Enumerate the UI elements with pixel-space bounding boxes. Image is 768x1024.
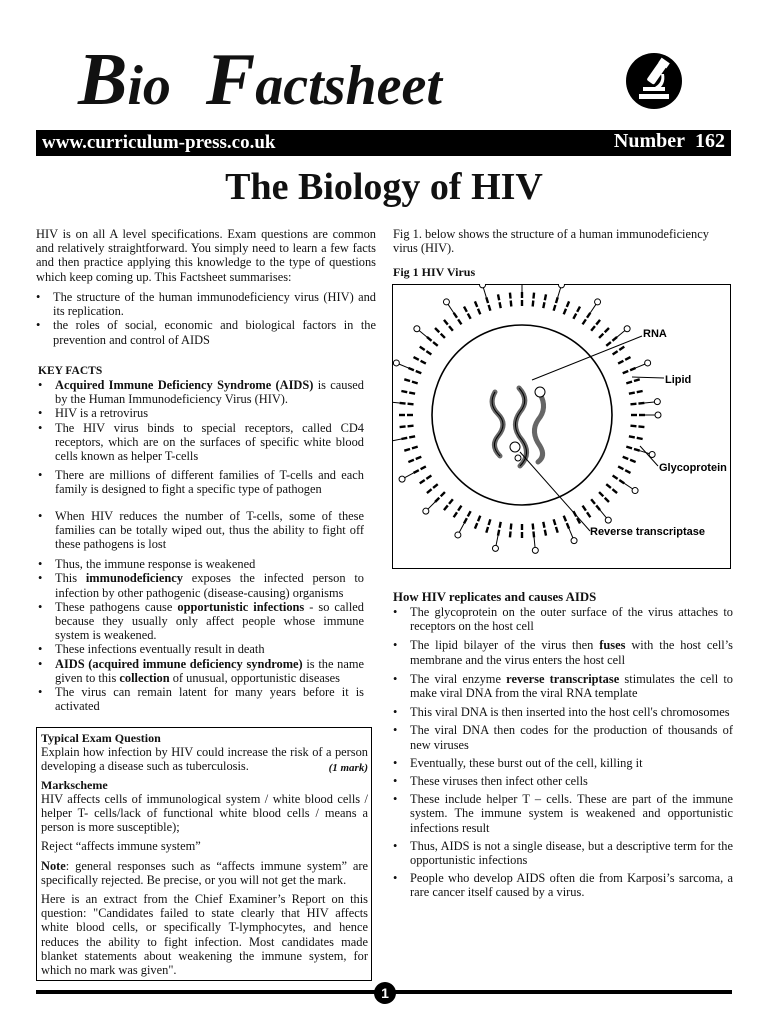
lipid-molecule — [404, 379, 410, 381]
lipid-molecule — [634, 379, 640, 381]
lipid-molecule — [408, 368, 414, 370]
glycoprotein-stalk — [590, 304, 596, 312]
lipid-molecule — [401, 391, 407, 392]
text: The viral enzyme — [410, 671, 507, 686]
glycoprotein-stalk — [569, 529, 573, 538]
text: Thus, the immune response is weakened — [55, 557, 256, 572]
lipid-molecule — [468, 314, 471, 319]
lipid-molecule — [444, 320, 448, 325]
lipid-molecule — [511, 523, 512, 529]
lipid-molecule — [441, 334, 445, 338]
glycoprotein-knob — [595, 299, 601, 305]
lipid-molecule — [605, 328, 609, 332]
lipid-molecule — [623, 457, 629, 459]
list-item — [393, 792, 733, 835]
text: HIV is a retrovirus — [55, 406, 149, 421]
lipid-molecule — [618, 466, 623, 469]
bullet: • — [393, 671, 398, 686]
lipid-molecule — [619, 347, 624, 350]
text: The lipid bilayer of the virus then — [410, 638, 600, 653]
lipid-molecule — [556, 297, 558, 303]
text: is the name given to this — [55, 656, 364, 685]
lipid-molecule — [449, 499, 453, 504]
lipid-molecule — [626, 447, 632, 449]
bullet: • — [38, 685, 43, 700]
lipid-molecule — [441, 492, 445, 496]
lipid-molecule — [426, 476, 431, 479]
glycoprotein-knob — [455, 532, 461, 538]
lipid-molecule — [613, 476, 618, 479]
bullet: • — [38, 599, 43, 614]
list-item — [38, 642, 364, 656]
lipid-molecule — [599, 492, 603, 496]
lipid-molecule — [464, 518, 467, 523]
glycoprotein-knob — [645, 360, 651, 366]
bullet: • — [393, 638, 398, 653]
list-item-text: the roles of social, economic and biological factors in the prevention and control of AIDS — [53, 318, 376, 347]
glycoprotein-knob — [443, 299, 449, 305]
list-item — [393, 638, 733, 666]
hiv-virus-diagram — [392, 284, 731, 569]
lipid-molecule — [533, 523, 534, 529]
note-label: Note — [41, 858, 66, 873]
lipid-molecule — [426, 351, 431, 354]
glycoprotein-knob — [480, 284, 486, 288]
bullet: • — [38, 406, 43, 421]
list-item — [393, 605, 733, 633]
list-item — [38, 657, 364, 685]
logo-letter: B — [78, 39, 128, 121]
bullet: • — [393, 774, 398, 789]
lipid-molecule — [634, 449, 640, 451]
lipid-molecule — [433, 484, 438, 488]
lipid-molecule — [400, 426, 406, 427]
lipid-molecule — [408, 404, 414, 405]
lipid-molecule — [554, 519, 556, 525]
bullet: • — [36, 318, 41, 333]
page-title: The Biology of HIV — [225, 166, 543, 208]
lipid-molecule — [618, 361, 623, 364]
lipid-molecule — [409, 436, 415, 437]
list-item — [393, 871, 733, 899]
text: These infections eventually result in death — [55, 642, 265, 657]
lipid-molecule — [420, 347, 425, 350]
label-line-lipid — [632, 377, 664, 378]
bullet: • — [38, 378, 43, 392]
lipid-molecule — [577, 307, 580, 312]
glycoprotein-stalk — [636, 364, 645, 368]
logo-letter: F — [205, 39, 256, 121]
reject-text: Reject “affects immune system” — [41, 839, 201, 854]
lipid-molecule — [564, 516, 566, 522]
list-item — [38, 468, 364, 496]
label-line-rt — [520, 452, 590, 531]
glycoprotein-stalk — [624, 483, 632, 489]
lipid-molecule — [533, 301, 534, 307]
intro-paragraph: HIV is on all A level specifications. Exam questions are common and relatively straightforward. You simply need to learn a few facts and then practice applying this knowledge to the type of questions which keep coming up. This Factsheet summarises: — [36, 227, 376, 284]
lipid-molecule — [606, 484, 611, 488]
glycoprotein-stalk — [558, 288, 561, 298]
glycoprotein-stalk — [644, 402, 654, 403]
figure-intro: Fig 1. below shows the structure of a human immunodeficiency virus (HIV). — [393, 227, 709, 256]
list-item — [393, 774, 733, 788]
lipid-molecule — [454, 313, 457, 318]
logo-text: actsheet — [255, 55, 442, 117]
glycoprotein-knob — [532, 547, 538, 553]
key-facts — [38, 364, 364, 713]
lipid-molecule — [583, 506, 586, 511]
glycoprotein-knob — [654, 399, 660, 405]
bullet: • — [393, 838, 398, 853]
text: The viral DNA then codes for the production of thousands of new viruses — [410, 723, 733, 752]
lipid-molecule — [606, 342, 611, 346]
label-rna: RNA — [643, 328, 667, 340]
list-item — [38, 378, 364, 406]
glycoprotein-stalk — [405, 473, 414, 478]
number-value: 162 — [695, 130, 725, 152]
text: There are millions of different families of T-cells and each family is designed to fight a specific type of pathogen — [55, 468, 364, 497]
text: This — [55, 571, 86, 586]
bullet: • — [38, 508, 43, 523]
bold-text: collection — [119, 670, 170, 685]
logo-text: io — [127, 55, 171, 117]
label-reverse-transcriptase: Reverse transcriptase — [590, 526, 705, 538]
lipid-molecule — [421, 466, 426, 469]
bullet: • — [393, 792, 398, 807]
reverse-transcriptase — [515, 455, 521, 461]
lipid-molecule — [629, 393, 635, 394]
note-text — [41, 859, 368, 887]
glycoprotein-knob — [399, 476, 405, 482]
lipid-molecule — [489, 305, 491, 311]
replication-list — [393, 605, 733, 904]
label-line-glycoprotein — [640, 446, 658, 466]
list-item — [393, 672, 733, 700]
glycoprotein-stalk — [428, 502, 435, 509]
lipid-molecule — [637, 391, 643, 392]
lipid-molecule — [511, 301, 512, 307]
text: These viruses then infect other cells — [410, 774, 588, 789]
lipid-molecule — [623, 371, 629, 373]
rna-strand — [492, 392, 503, 456]
lipid-molecule — [591, 499, 595, 504]
glycoprotein-knob — [605, 517, 611, 523]
lipid-molecule — [427, 489, 432, 493]
lipid-molecule — [498, 530, 499, 536]
lipid-molecule — [475, 523, 477, 529]
bullet: • — [393, 871, 398, 886]
bold-text: reverse transcriptase — [506, 671, 620, 686]
text: The virus can remain latent for many years before it is activated — [55, 685, 364, 714]
glycoprotein-knob — [624, 326, 630, 332]
text: These pathogens cause — [55, 599, 178, 614]
lipid-molecule — [408, 460, 414, 462]
text: exposes the infected person to infection by other pathogenic (disease-causing) organisms — [55, 571, 364, 600]
lipid-molecule — [414, 357, 419, 360]
glycoprotein-stalk — [459, 523, 464, 532]
lipid-molecule — [404, 449, 410, 451]
lipid-molecule — [545, 294, 546, 300]
text: with the host cell’s membrane and the virus enters the host cell — [410, 638, 733, 667]
lipid-molecule — [626, 382, 632, 384]
glycoprotein-stalk — [534, 537, 535, 547]
key-facts-heading: KEY FACTS — [38, 365, 103, 377]
list-item — [38, 557, 364, 571]
bold-text: AIDS (acquired immune deficiency syndrome) — [55, 656, 303, 671]
glycoprotein-stalk — [392, 439, 401, 441]
lipid-molecule — [630, 368, 636, 370]
list-item — [393, 839, 733, 867]
lipid-molecule — [500, 522, 501, 528]
text: The glycoprotein on the outer surface of the virus attaches to receptors on the host cell — [410, 605, 733, 634]
reverse-transcriptase — [510, 442, 520, 452]
lipid-molecule — [638, 426, 644, 427]
lipid-molecule — [449, 326, 453, 331]
glycoprotein-stalk — [483, 288, 486, 298]
lipid-molecule — [478, 309, 480, 315]
lipid-molecule — [408, 426, 414, 427]
lipid-molecule — [630, 426, 636, 427]
replication-heading: How HIV replicates and causes AIDS — [393, 590, 597, 604]
text: This viral DNA is then inserted into the host cell's chromosomes — [410, 705, 730, 720]
text: of unusual, opportunistic diseases — [169, 670, 340, 685]
lipid-molecule — [475, 301, 477, 307]
issue-number — [604, 130, 725, 153]
lipid-molecule — [613, 351, 618, 354]
bold-text: fuses — [599, 638, 626, 653]
glycoprotein-knob — [571, 538, 577, 544]
bullet: • — [38, 557, 43, 572]
figure-title: Fig 1 HIV Virus — [393, 265, 476, 279]
list-item — [393, 723, 733, 751]
text: stimulates the cell to make viral DNA from the viral RNA template — [410, 671, 733, 701]
lipid-molecule — [510, 531, 511, 537]
lipid-molecule — [416, 371, 422, 373]
lipid-molecule — [464, 307, 467, 312]
text: People who develop AIDS often die from Karposi’s sarcoma, a rare cancer itself caused by a virus. — [410, 871, 733, 900]
rna-strand — [534, 394, 543, 462]
text: Thus, AIDS is not a single disease, but a descriptive term for the opportunistic infections — [410, 838, 733, 868]
lipid-molecule — [412, 447, 418, 449]
glycoprotein-knob — [414, 326, 420, 332]
list-item — [36, 290, 376, 318]
lipid-molecule — [587, 313, 590, 318]
lipid-molecule — [414, 470, 419, 473]
lipid-molecule — [596, 320, 600, 325]
text: When HIV reduces the number of T-cells, some of these families can be totally wiped out, thus the ability to fight off these pathogens is lost — [55, 508, 364, 552]
lipid-molecule — [444, 505, 448, 510]
lipid-molecule — [427, 337, 432, 341]
lipid-molecule — [420, 480, 425, 483]
lipid-molecule — [435, 328, 439, 332]
lipid-molecule — [409, 393, 415, 394]
lipid-molecule — [500, 302, 501, 308]
lipid-molecule — [533, 531, 534, 537]
text: These include helper T – cells. These are part of the immune system. The immune system is weakened and opportunistic infections result — [410, 792, 733, 835]
bullet: • — [36, 290, 41, 304]
glycoprotein-stalk — [496, 536, 498, 546]
list-item-text: The structure of the human immunodeficiency virus (HIV) and its replication. — [53, 290, 376, 319]
glycoprotein-stalk — [392, 402, 400, 403]
lipid-molecule — [583, 319, 586, 324]
glycoprotein-stalk — [448, 304, 454, 312]
text: : general responses such as “affects immune system” are specifically rejected. Be precise, or you will not get the mark. — [41, 858, 368, 887]
text: - so called because they usually only affect people whose immune system is weakened. — [55, 599, 365, 643]
bullet: • — [393, 605, 398, 619]
page-number: 1 — [374, 982, 396, 1004]
lipid-molecule — [478, 516, 480, 522]
bullet: • — [393, 723, 398, 738]
text: is caused by the Human Immunodeficiency Virus (HIV). — [55, 378, 365, 407]
lipid-molecule — [637, 438, 643, 439]
lipid-molecule — [638, 403, 644, 404]
lipid-molecule — [468, 511, 471, 516]
list-item — [38, 421, 364, 464]
text: The HIV virus binds to special receptors, called CD4 receptors, which are on the surfaces of specific white blood cells known as helper T-cells — [55, 420, 364, 464]
label-glycoprotein: Glycoprotein — [659, 462, 727, 474]
list-item — [38, 406, 364, 420]
list-item — [393, 756, 733, 770]
bullet: • — [38, 468, 43, 483]
glycoprotein-knob — [632, 488, 638, 494]
lipid-molecule — [629, 436, 635, 437]
lipid-molecule — [433, 342, 438, 346]
lipid-molecule — [556, 527, 558, 533]
lipid-molecule — [625, 357, 630, 360]
masthead-logo — [78, 40, 442, 120]
bullet: • — [38, 571, 43, 586]
lipid-molecule — [489, 519, 491, 525]
number-label: Number — [613, 130, 685, 152]
glycoprotein-stalk — [419, 331, 427, 337]
exam-question-text — [41, 745, 368, 773]
bullet: • — [38, 656, 43, 671]
intro-list — [36, 290, 376, 347]
exam-question — [41, 731, 368, 980]
masthead-bar — [36, 130, 731, 156]
text: Explain how infection by HIV could increase the risk of a person developing a disease such as tuberculosis. — [41, 745, 368, 774]
bold-text: Acquired Immune Deficiency Syndrome (AIDS) — [55, 378, 314, 392]
lipid-molecule — [591, 326, 595, 331]
lipid-molecule — [596, 505, 600, 510]
label-lipid: Lipid — [665, 374, 692, 386]
lipid-molecule — [416, 457, 422, 459]
bold-text: opportunistic infections — [177, 599, 305, 614]
bold-text: immunodeficiency — [85, 571, 183, 586]
marks: (1 mark) — [328, 762, 368, 775]
microscope-icon — [625, 52, 683, 110]
lipid-molecule — [567, 523, 569, 529]
lipid-molecule — [486, 297, 488, 303]
lipid-molecule — [619, 480, 624, 483]
lipid-molecule — [400, 403, 406, 404]
glycoprotein-stalk — [399, 364, 408, 368]
examiner-extract: Here is an extract from the Chief Examiner’s Report on this question: "Candidates failed to state clearly that HIV affects white blood cells, or specifically T-lymphocytes, and hence reduces the ability to fight infection. Most candidates made blanket statements about weakening the immune system, for which no mark was given". — [41, 892, 368, 978]
lipid-molecule — [498, 294, 499, 300]
list-item — [393, 705, 733, 719]
text: Eventually, these burst out of the cell, killing it — [410, 755, 643, 770]
lipid-molecule — [545, 530, 546, 536]
lipid-molecule — [630, 404, 636, 405]
lipid-molecule — [564, 309, 566, 315]
lipid-molecule — [599, 334, 603, 338]
lipid-molecule — [412, 382, 418, 384]
lipid-molecule — [458, 506, 461, 511]
glycoprotein-knob — [655, 412, 661, 418]
lipid-molecule — [587, 512, 590, 517]
bullet: • — [393, 755, 398, 770]
lipid-molecule — [421, 361, 426, 364]
glycoprotein-knob — [558, 284, 564, 288]
glycoprotein-knob — [492, 545, 498, 551]
lipid-molecule — [533, 293, 534, 299]
lipid-molecule — [630, 460, 636, 462]
glycoprotein-knob — [423, 508, 429, 514]
list-item — [38, 600, 364, 643]
lipid-molecule — [625, 470, 630, 473]
glycoprotein-knob — [393, 360, 399, 366]
markscheme-heading: Markscheme — [41, 777, 108, 792]
lipid-molecule — [567, 301, 569, 307]
bullet: • — [38, 420, 43, 435]
markscheme-text: HIV affects cells of immunological system / white blood cells / helper T- cells/lack of functional white blood cells / means a person is more susceptible); — [41, 791, 368, 835]
glycoprotein-stalk — [617, 331, 625, 337]
list-item — [36, 318, 376, 346]
lipid-molecule — [543, 522, 544, 528]
lipid-molecule — [605, 498, 609, 502]
website-link[interactable]: www.curriculum-press.co.uk — [42, 132, 276, 153]
lipid-molecule — [543, 302, 544, 308]
lipid-molecule — [573, 314, 576, 319]
reverse-transcriptase — [535, 387, 545, 397]
lipid-molecule — [458, 319, 461, 324]
bullet: • — [393, 705, 398, 720]
bullet: • — [38, 642, 43, 657]
list-item — [38, 509, 364, 552]
lipid-molecule — [435, 498, 439, 502]
lipid-molecule — [554, 305, 556, 311]
lipid-molecule — [454, 512, 457, 517]
lipid-molecule — [486, 527, 488, 533]
lipid-molecule — [510, 293, 511, 299]
lipid-molecule — [401, 438, 407, 439]
rna-strands — [492, 388, 543, 466]
glycoprotein-stalk — [600, 510, 606, 518]
list-item — [38, 685, 364, 713]
list-item — [38, 571, 364, 599]
lipid-molecule — [612, 337, 617, 341]
inner-lipid-ring — [432, 325, 612, 505]
lipid-molecule — [612, 489, 617, 493]
exam-heading: Typical Exam Question — [41, 731, 161, 745]
